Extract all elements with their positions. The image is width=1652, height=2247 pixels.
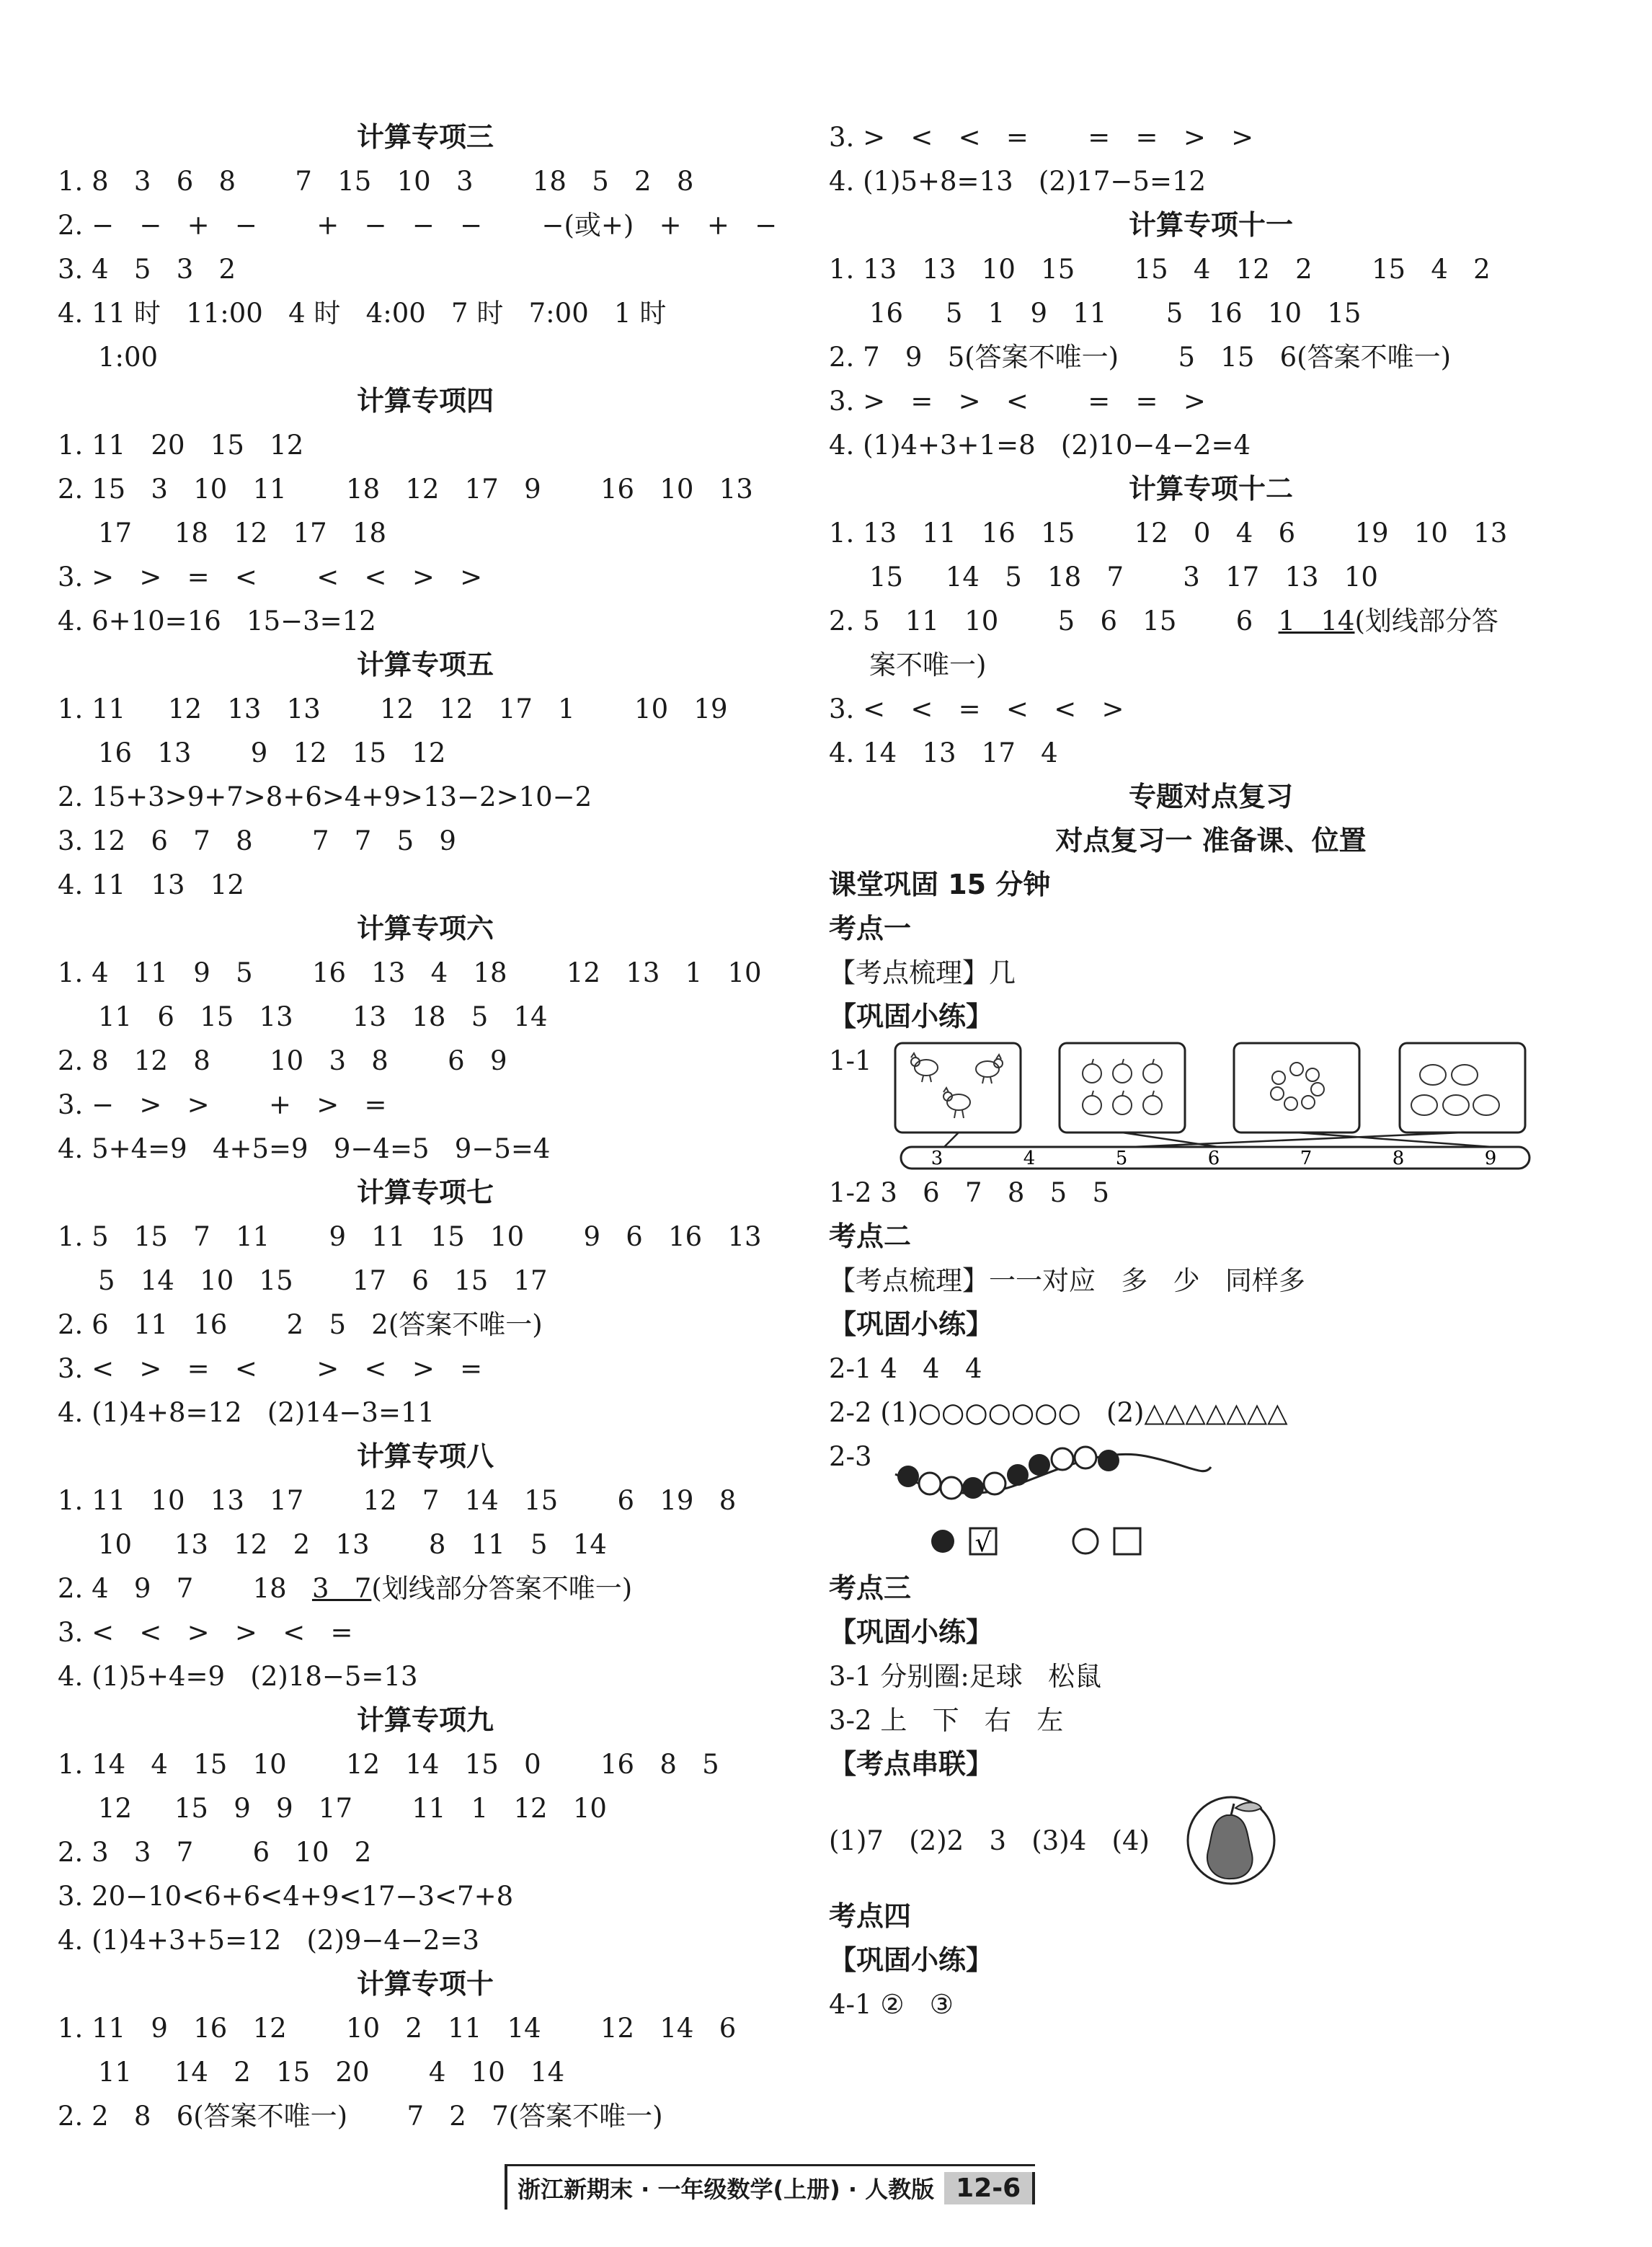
answer-line: 2. − − + − + − − − −(或+) + + −	[58, 210, 778, 241]
number-track-label: 6	[1207, 1148, 1220, 1169]
kaodian-summary: 【考点梳理】一一对应 多 少 同样多	[829, 1265, 1305, 1296]
pear-answer-row	[829, 1786, 1593, 1894]
box-apples	[1060, 1043, 1185, 1133]
section-title: 计算专项七	[356, 1176, 494, 1208]
answer-line: 3. 20−10<6+6<4+9<17−3<7+8	[58, 1881, 514, 1912]
section-title: 专题对点复习	[1128, 781, 1293, 812]
bead-string-diagram	[829, 1435, 1333, 1566]
apple-icon	[1113, 1059, 1132, 1083]
section-subtitle: 对点复习一 准备课、位置	[1055, 825, 1367, 856]
ring-of-circles-icon	[1271, 1063, 1324, 1110]
answer-line: 4. (1)5+4=9 (2)18−5=13	[58, 1661, 418, 1692]
bead-icon	[1073, 1529, 1098, 1554]
answer-line: 10 13 12 2 13 8 11 5 14	[98, 1529, 607, 1560]
answer-line: 15 14 5 18 7 3 17 13 10	[869, 562, 1378, 593]
section-title: 计算专项四	[356, 385, 494, 417]
bead-icon	[1007, 1464, 1029, 1486]
match-lines	[944, 1133, 1492, 1147]
answer-line	[829, 599, 1593, 643]
answer-line: 11 6 15 13 13 18 5 14	[98, 1001, 548, 1032]
section-title: 计算专项三	[356, 121, 494, 153]
answer-line: 2. 3 3 7 6 10 2	[58, 1837, 372, 1868]
number-track-label: 3	[931, 1148, 943, 1169]
checkmark: √	[974, 1528, 992, 1558]
bead-figure	[829, 1435, 1593, 1566]
answer-line: 2-2 (1)○○○○○○○ (2)△△△△△△△	[829, 1397, 1288, 1428]
kaodian-heading: 考点四	[829, 1900, 912, 1932]
section-title: 计算专项五	[356, 649, 494, 681]
bead-icon	[1029, 1454, 1050, 1476]
practice-heading: 【巩固小练】	[829, 1001, 994, 1032]
kaodian-heading: 考点三	[829, 1572, 912, 1604]
answer-line: 1. 13 13 10 15 15 4 12 2 15 4 2	[829, 254, 1491, 285]
answer-line: 2. 15 3 10 11 18 12 17 9 16 10 13	[58, 474, 753, 505]
kaodian-heading: 考点一	[829, 913, 912, 944]
answer-line: 4-1 ② ③	[829, 1989, 954, 2020]
page-number: 12-6	[944, 2172, 1035, 2204]
answer-line: 4. (1)4+3+5=12 (2)9−4−2=3	[58, 1925, 480, 1956]
answer-line: 1. 11 20 15 12	[58, 430, 304, 461]
answer-line: 11 14 2 15 20 4 10 14	[98, 2057, 565, 2088]
bead-icon	[1052, 1448, 1073, 1470]
answer-line: 1. 11 10 13 17 12 7 14 15 6 19 8	[58, 1485, 737, 1516]
bead-icon	[984, 1473, 1005, 1494]
right-column	[829, 115, 1593, 2026]
answer-line: 2. 8 12 8 10 3 8 6 9	[58, 1045, 507, 1076]
peach-icon	[1443, 1095, 1469, 1115]
number-track-label: 9	[1484, 1148, 1497, 1169]
section-title: 计算专项十	[356, 1968, 494, 2000]
apple-icon	[1083, 1059, 1101, 1083]
answer-line: 2. 2 8 6(答案不唯一) 7 2 7(答案不唯一)	[58, 2101, 663, 2132]
number-track-label: 4	[1023, 1148, 1036, 1169]
bead-icon	[941, 1477, 962, 1499]
kaodian-summary: 【考点梳理】几	[829, 957, 1016, 988]
section-title: 计算专项十一	[1128, 209, 1293, 241]
question-label: 1-1	[829, 1045, 872, 1076]
peach-icon	[1411, 1095, 1437, 1115]
answer-line: 1-2 3 6 7 8 5 5	[829, 1177, 1110, 1208]
link-heading: 【考点串联】	[829, 1748, 994, 1780]
answer-line: 3. < > = < > < > =	[58, 1353, 483, 1384]
number-track-labels	[931, 1148, 1497, 1169]
answer-line: 4. 5+4=9 4+5=9 9−4=5 9−5=4	[58, 1133, 551, 1164]
answer-line: 16 13 9 12 15 12	[98, 737, 446, 768]
answer-note: (划线部分答	[1354, 606, 1498, 637]
answer-line: 案不唯一)	[869, 650, 987, 681]
answer-line: 2-1 4 4 4	[829, 1353, 982, 1384]
answer-line	[58, 1566, 793, 1610]
section-title: 计算专项八	[356, 1440, 494, 1472]
question-label: 2-3	[829, 1441, 872, 1472]
timed-heading: 课堂巩固 15 分钟	[829, 869, 1051, 900]
peach-icon	[1452, 1065, 1478, 1085]
answer-line: 17 18 12 17 18	[98, 518, 387, 549]
underlined-answer: 3 7	[311, 1573, 372, 1604]
page-footer	[505, 2164, 1035, 2210]
matching-figure	[829, 1039, 1593, 1171]
checked-box-icon	[970, 1528, 996, 1558]
chicken-icon	[911, 1053, 938, 1082]
matching-diagram	[829, 1039, 1593, 1171]
answer-line: 3. > = > < = = >	[829, 386, 1206, 417]
number-track-label: 5	[1115, 1148, 1128, 1169]
answer-line: 3-2 上 下 右 左	[829, 1705, 1064, 1736]
peach-icon	[1473, 1095, 1499, 1115]
answer-line: 16 5 1 9 11 5 16 10 15	[869, 298, 1362, 329]
answer-text: 2. 4 9 7 18	[58, 1573, 312, 1604]
apple-icon	[1143, 1091, 1162, 1114]
answer-line: 1. 11 9 16 12 10 2 11 14 12 14 6	[58, 2013, 737, 2044]
apple-icon	[1083, 1091, 1101, 1114]
peach-icon	[1420, 1065, 1446, 1085]
answer-line: 1. 5 15 7 11 9 11 15 10 9 6 16 13	[58, 1221, 762, 1252]
number-track-label: 8	[1392, 1148, 1405, 1169]
bead-icon	[897, 1466, 919, 1487]
bead-icon	[919, 1473, 941, 1494]
answer-line: 2. 6 11 16 2 5 2(答案不唯一)	[58, 1309, 543, 1340]
answer-line: 2. 15+3>9+7>8+6>4+9>13−2>10−2	[58, 781, 592, 812]
bead-icon	[962, 1477, 984, 1499]
apple-icon	[1143, 1059, 1162, 1083]
practice-heading: 【巩固小练】	[829, 1308, 994, 1340]
answer-line: 3. > > = < < < > >	[58, 562, 483, 593]
practice-heading: 【巩固小练】	[829, 1944, 994, 1976]
answer-line: 4. 11 13 12	[58, 869, 244, 900]
answer-line: 4. (1)4+3+1=8 (2)10−4−2=4	[829, 430, 1251, 461]
number-track-label: 7	[1300, 1148, 1313, 1169]
empty-box-icon	[1114, 1528, 1140, 1554]
answer-line: 1:00	[98, 342, 159, 373]
answer-line: 3. < < > > < =	[58, 1617, 353, 1648]
answer-note: (划线部分答案不唯一)	[371, 1573, 633, 1604]
answer-text: 2. 5 11 10 5 6 15 6	[829, 606, 1279, 637]
answer-line: 12 15 9 9 17 11 1 12 10	[98, 1793, 607, 1824]
answer-line: (1)7 (2)2 3 (3)4 (4)	[829, 1825, 1150, 1856]
answer-line: 5 14 10 15 17 6 15 17	[98, 1265, 548, 1296]
box-circles	[1234, 1043, 1359, 1133]
answer-line: 3. < < = < < >	[829, 693, 1124, 724]
answer-line: 4. 6+10=16 15−3=12	[58, 606, 376, 637]
chicken-icon	[943, 1088, 970, 1118]
kaodian-heading: 考点二	[829, 1220, 912, 1252]
answer-line: 1. 14 4 15 10 12 14 15 0 16 8 5	[58, 1749, 719, 1780]
answer-line: 3. > < < = = = > >	[829, 122, 1254, 153]
answer-line: 1. 4 11 9 5 16 13 4 18 12 13 1 10	[58, 957, 762, 988]
practice-heading: 【巩固小练】	[829, 1616, 994, 1648]
answer-line: 4. (1)4+8=12 (2)14−3=11	[58, 1397, 435, 1428]
answer-line: 2. 7 9 5(答案不唯一) 5 15 6(答案不唯一)	[829, 342, 1452, 373]
bead-icon	[931, 1530, 954, 1553]
answer-line: 3. 12 6 7 8 7 7 5 9	[58, 825, 456, 856]
chicken-icon	[976, 1055, 1003, 1083]
bead-icon	[1098, 1450, 1119, 1471]
section-title: 计算专项九	[356, 1704, 494, 1736]
section-title: 计算专项六	[356, 913, 494, 944]
underlined-answer: 1 14	[1278, 606, 1355, 637]
bead-icon	[1075, 1447, 1096, 1468]
apple-icon	[1113, 1091, 1132, 1114]
book-title: 浙江新期末 · 一年级数学(上册) · 人教版	[518, 2176, 935, 2203]
answer-line: 3-1 分别圈:足球 松鼠	[829, 1661, 1102, 1692]
answer-line: 4. 11 时 11:00 4 时 4:00 7 时 7:00 1 时	[58, 298, 667, 329]
pear-icon	[1182, 1786, 1283, 1894]
answer-line: 3. − > > + > =	[58, 1089, 387, 1120]
box-peaches	[1400, 1043, 1525, 1133]
section-title: 计算专项十二	[1128, 473, 1293, 505]
answer-line: 4. (1)5+8=13 (2)17−5=12	[829, 166, 1207, 197]
answer-line: 1. 11 12 13 13 12 12 17 1 10 19	[58, 693, 728, 724]
answer-line: 3. 4 5 3 2	[58, 254, 236, 285]
answer-line: 4. 14 13 17 4	[829, 737, 1058, 768]
left-column	[58, 115, 793, 2138]
answer-line: 1. 8 3 6 8 7 15 10 3 18 5 2 8	[58, 166, 694, 197]
answer-line: 1. 13 11 16 15 12 0 4 6 19 10 13	[829, 518, 1508, 549]
box-chickens	[895, 1043, 1021, 1133]
